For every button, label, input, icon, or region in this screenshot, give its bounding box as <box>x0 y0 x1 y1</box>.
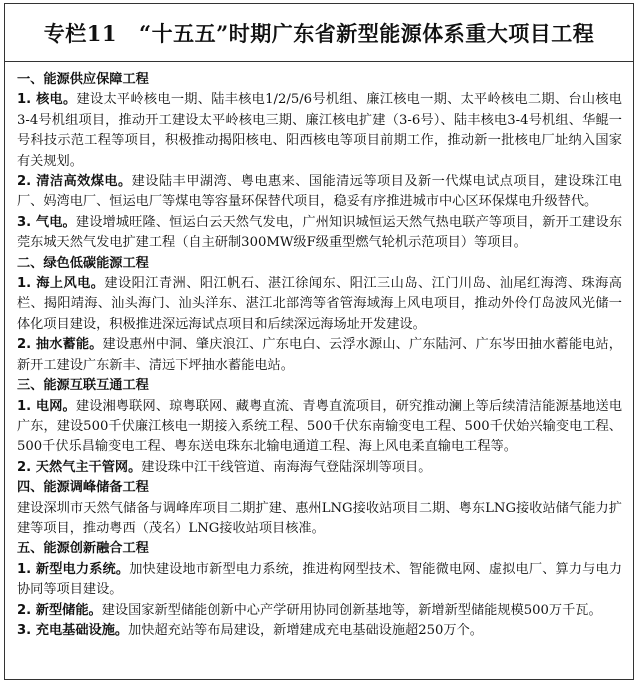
item-label: 2. 天然气主干管网。 <box>17 459 142 475</box>
section-heading: 一、能源供应保障工程 <box>17 72 149 87</box>
list-item <box>17 601 622 621</box>
item-text: 建设增城旺隆、恒运白云天然气发电，广州知识城恒运天然气热电联产等项目，新开工建设东莞东城天然气发电扩建工程（自主研制300MW级F级重型燃气轮机示范项目）等项目。 <box>17 214 623 251</box>
section-heading: 五、能源创新融合工程 <box>17 541 149 557</box>
list-item <box>17 499 622 540</box>
item-label: 1. 电网。 <box>17 398 76 414</box>
list-item <box>17 560 622 601</box>
list-item <box>17 90 622 172</box>
item-text: 建设惠州中洞、肇庆浪江、广东电白、云浮水源山、广东陆河、广东岑田抽水蓄能电站，新开工建设广东新丰、清远下坪抽水蓄能电站。 <box>17 337 622 373</box>
item-label: 1. 海上风电。 <box>17 276 105 292</box>
column-content <box>5 62 633 641</box>
item-label: 1. 新型电力系统。 <box>17 561 130 577</box>
column-header <box>5 4 633 62</box>
item-text: 建设阳江青洲、阳江帆石、湛江徐闻东、阳江三山岛、江门川岛、汕尾红海湾、珠海高栏、揭阳靖海、汕头海门、汕头洋东、湛江北部湾等省管海域海上风电项目，推动外伶仃岛波风光储一体化项目建设，积极推进深远海试点项目和后续深远海场址开发建设。 <box>17 276 622 332</box>
list-item <box>17 335 622 376</box>
list-item <box>17 213 622 254</box>
item-text: 建设珠中江干线管道、南海海气登陆深圳等项目。 <box>141 459 432 475</box>
item-text: 建设国家新型储能创新中心产学研用协同创新基地等，新增新型储能规模500万千瓦。 <box>101 602 602 618</box>
column-title: “十五五”时期广东省新型能源体系重大项目工程 <box>139 20 595 46</box>
item-text: 加快超充站等布局建设，新增建成充电基础设施超250万个。 <box>128 622 483 638</box>
item-label: 3. 气电。 <box>17 214 76 230</box>
item-text: 建设湘粤联网、琼粤联网、藏粤直流、青粤直流项目，研究推动澜上等后续清洁能源基地送电广东，建设500千伏廉江核电一期接入系统工程、500千伏东南输变电工程、500千伏始兴输变电工程、500千伏乐昌输变电工程、粤东送电珠东北输电通道工程、海上风电柔直输电工程等。 <box>17 398 623 455</box>
item-text: 建设陆丰甲湖湾、粤电惠来、国能清远等项目及新一代煤电试点项目，建设珠江电厂、妈湾电厂、恒运电厂等煤电等容量环保替代项目，稳妥有序推进城市中心区环保煤电升级替代。 <box>17 174 622 210</box>
item-text: 建设深圳市天然气储备与调峰库项目二期扩建、惠州LNG接收站项目二期、粤东LNG接收站储气能力扩建等项目，推动粤西（茂名）LNG接收站项目核准。 <box>17 500 622 536</box>
section-heading: 二、绿色低碳能源工程 <box>17 255 149 271</box>
list-item <box>17 458 622 478</box>
list-item <box>17 172 622 213</box>
item-label: 2. 新型储能。 <box>17 602 102 618</box>
item-label: 3. 充电基础设施。 <box>17 622 129 638</box>
list-item <box>17 621 622 641</box>
item-text: 建设太平岭核电一期、陆丰核电1/2/5/6号机组、廉江核电一期、太平岭核电二期、台山核电3-4号机组项目，推动开工建设太平岭核电三期、廉江核电扩建（3-6号）、陆丰核电3-4号机组、华鲲一号科技示范工程等项目，积极推动揭阳核电、阳西核电等项目前期工作，推动新一批核电厂址纳入国家有关规划。 <box>17 92 622 169</box>
section-heading: 三、能源互联互通工程 <box>17 378 149 394</box>
section-heading: 四、能源调峰储备工程 <box>17 480 149 496</box>
item-label: 2. 清洁高效煤电。 <box>17 174 132 190</box>
column-tag: 专栏11 <box>43 20 118 46</box>
column-box <box>4 3 634 680</box>
list-item <box>17 274 622 335</box>
item-text: 加快建设地市新型电力系统，推进构网型技术、智能微电网、虚拟电厂、算力与电力协同等项目建设。 <box>17 561 623 598</box>
list-item <box>17 397 622 458</box>
item-label: 1. 核电。 <box>17 92 77 108</box>
item-label: 2. 抽水蓄能。 <box>17 337 103 353</box>
